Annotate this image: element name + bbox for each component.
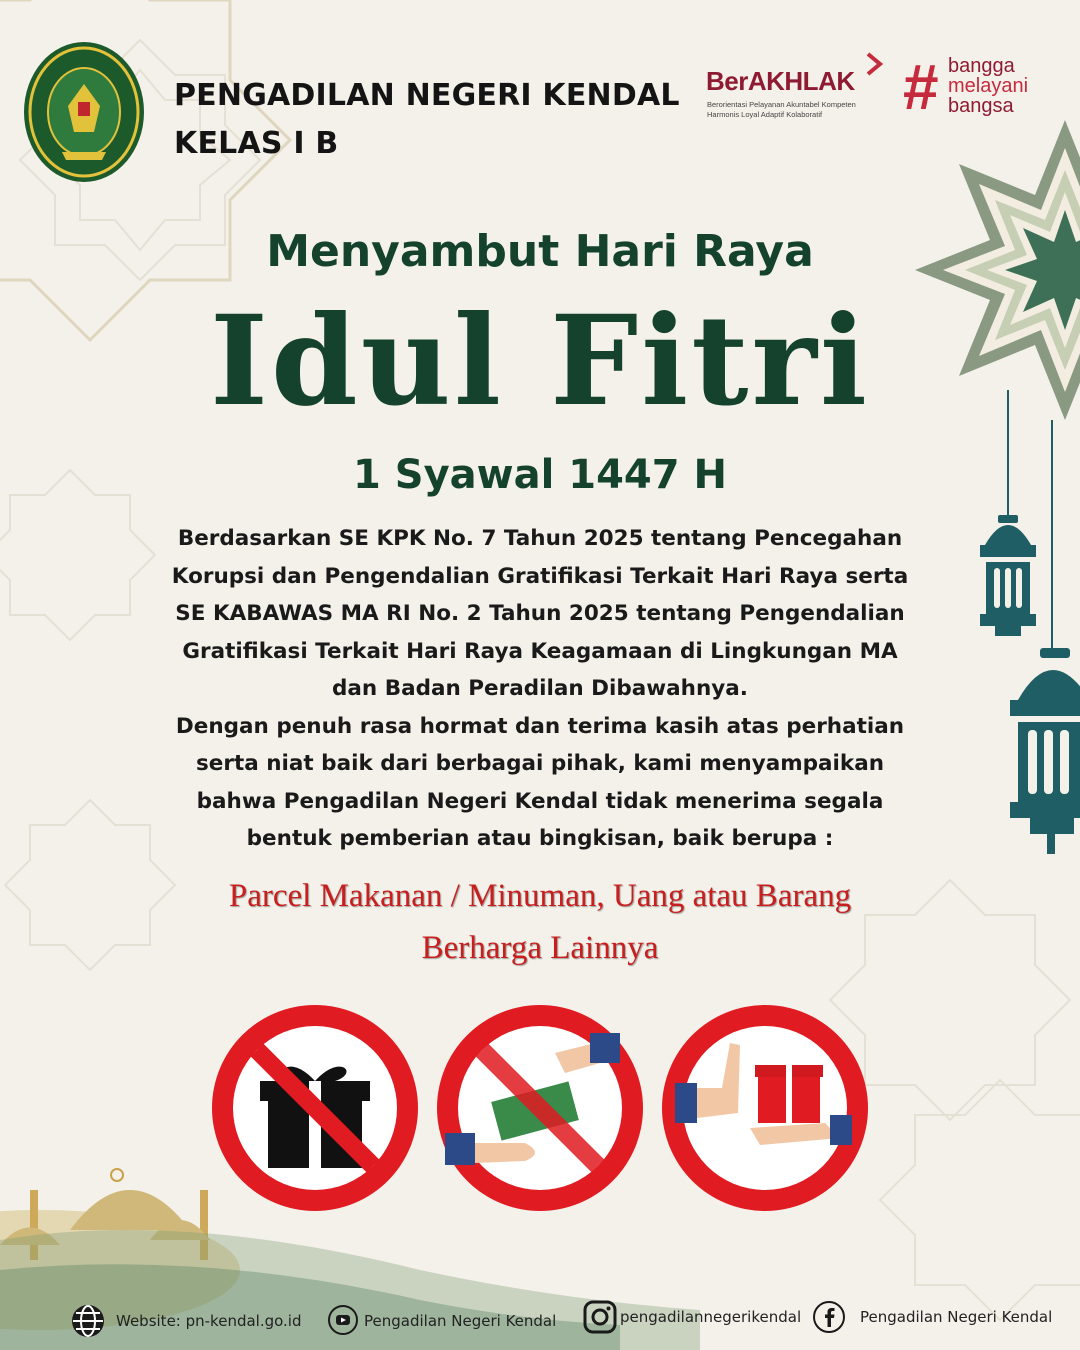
- notice-line: SE KABAWAS MA RI No. 2 Tahun 2025 tentang Pengendalian: [175, 601, 905, 626]
- no-money-icon: [435, 1003, 645, 1213]
- prohibited-items-line-1: Parcel Makanan / Minuman, Uang atau Barang: [228, 878, 852, 914]
- prohibited-items-line-2: Berharga Lainnya: [421, 930, 659, 966]
- footer-website[interactable]: Website: pn-kendal.go.id: [116, 1312, 302, 1330]
- prohibited-items: [140, 870, 940, 974]
- notice-line: Gratifikasi Terkait Hari Raya Keagamaan di Lingkungan MA: [182, 638, 898, 664]
- berakhlak-chevron-icon: [862, 52, 886, 76]
- instagram-icon: [583, 1300, 617, 1334]
- facebook-icon: [812, 1300, 846, 1334]
- court-seal: [22, 40, 146, 184]
- notice-line: dan Badan Peradilan Dibawahnya.: [332, 676, 748, 701]
- notice-line: serta niat baik dari berbagai pihak, kami menyampaikan: [195, 751, 885, 776]
- notice-line: Korupsi dan Pengendalian Gratifikasi Terkait Hari Raya serta: [171, 563, 909, 589]
- notice-line: bahwa Pengadilan Negeri Kendal tidak menerima segala: [196, 788, 884, 814]
- footer-instagram[interactable]: pengadilannegerikendal: [620, 1308, 802, 1326]
- hashtag-icon: #: [903, 51, 939, 123]
- notice-line: Dengan penuh rasa hormat dan terima kasih atas perhatian: [175, 713, 905, 739]
- title-date: 1 Syawal 1447 H: [353, 452, 727, 498]
- notice-body: [130, 520, 950, 858]
- youtube-icon: [328, 1305, 358, 1335]
- notice-line: bentuk pemberian atau bingkisan, baik berupa :: [246, 826, 834, 851]
- globe-icon: [70, 1303, 106, 1339]
- footer-facebook[interactable]: Pengadilan Negeri Kendal: [860, 1308, 1053, 1326]
- refuse-gift-icon: [660, 1003, 870, 1213]
- footer-youtube[interactable]: Pengadilan Negeri Kendal: [364, 1312, 557, 1330]
- notice-line: Berdasarkan SE KPK No. 7 Tahun 2025 tentang Pencegahan: [177, 526, 903, 551]
- title-greeting: Menyambut Hari Raya: [266, 226, 814, 277]
- org-class: KELAS I B: [174, 126, 339, 161]
- berakhlak-logo-text: BerAKHLAK: [706, 66, 855, 96]
- no-gift-icon: [210, 1003, 420, 1213]
- title-main: Idul Fitri: [210, 289, 870, 434]
- bangga-line-2: melayani: [948, 75, 1029, 97]
- berakhlak-tagline-1: Berorientasi Pelayanan Akuntabel Kompeten: [707, 100, 856, 109]
- bangga-line-1: bangga: [948, 55, 1015, 77]
- berakhlak-tagline-2: Harmonis Loyal Adaptif Kolaboratif: [707, 110, 823, 119]
- bangga-line-3: bangsa: [948, 95, 1014, 117]
- org-name: PENGADILAN NEGERI KENDAL: [174, 78, 680, 113]
